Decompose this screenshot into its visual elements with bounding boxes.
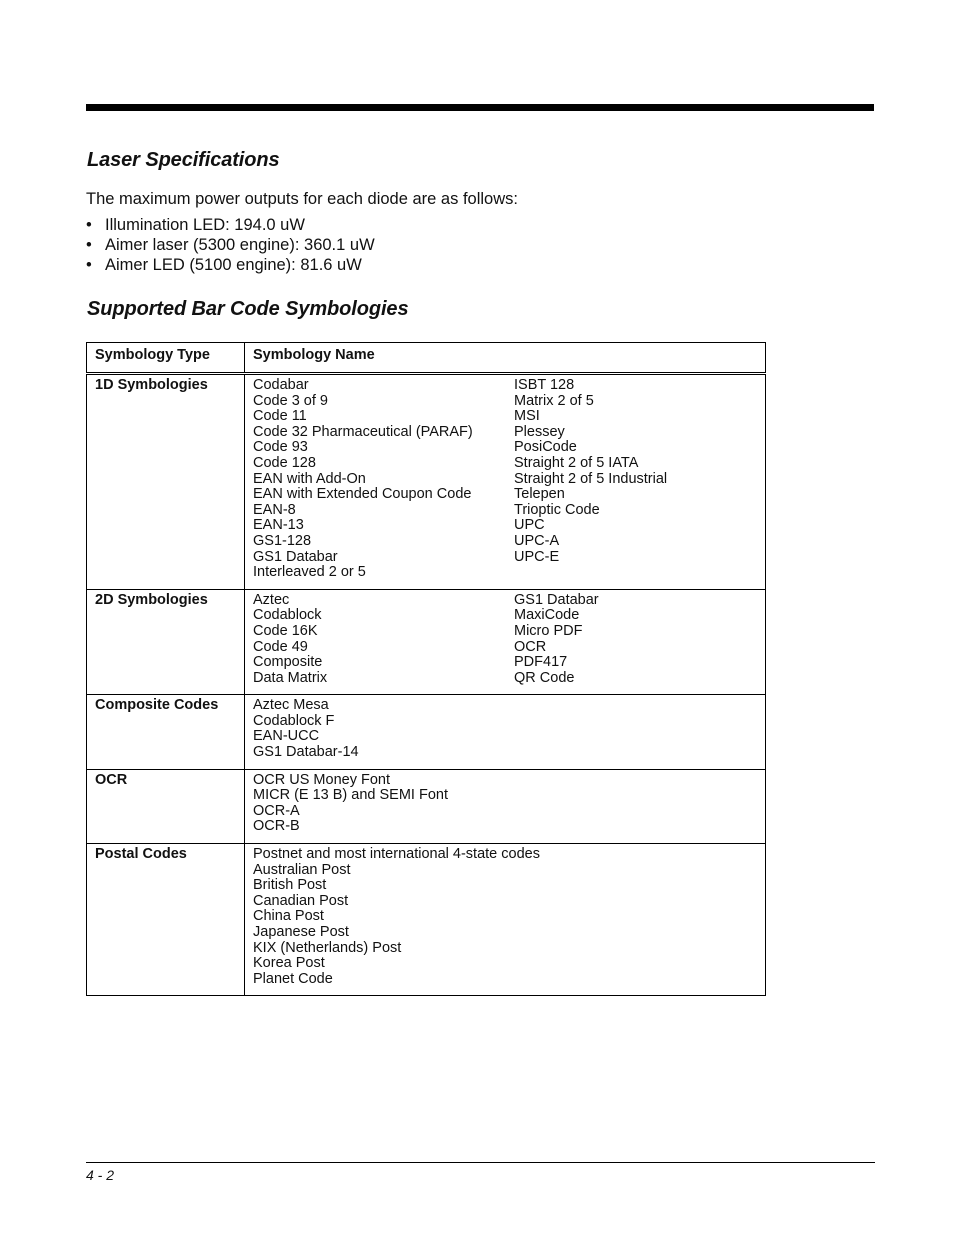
- table-header-row: [87, 343, 766, 374]
- symbology-name: Codablock: [253, 607, 322, 624]
- symbology-name: Aztec: [253, 591, 290, 608]
- symbology-name: GS1 Databar: [514, 591, 599, 608]
- symbology-name: China Post: [253, 908, 324, 925]
- symbology-name: QR Code: [514, 669, 575, 686]
- names-column-2: [514, 773, 757, 835]
- column-header-name: Symbology Name: [245, 343, 766, 374]
- table-row: [87, 589, 766, 695]
- page-number: 4 - 2: [86, 1167, 115, 1183]
- symbology-name: Code 16K: [253, 622, 318, 639]
- symbology-name: Postnet and most international 4-state codes: [253, 846, 540, 863]
- symbology-name: Australian Post: [253, 861, 351, 878]
- symbology-name: EAN-8: [253, 501, 296, 518]
- symbology-names-cell: [245, 769, 766, 843]
- names-column-1: [253, 773, 514, 835]
- symbology-name: Code 128: [253, 454, 316, 471]
- symbology-name: Japanese Post: [253, 924, 349, 940]
- symbology-names-cell: [245, 844, 766, 996]
- symbology-name: Code 49: [253, 638, 308, 655]
- symbology-name: UPC-A: [514, 532, 560, 549]
- table-row: [87, 374, 766, 590]
- names-column-1: [253, 698, 514, 760]
- symbology-type-cell: 1D Symbologies: [87, 374, 245, 590]
- symbology-name: ISBT 128: [514, 377, 575, 393]
- symbology-type-cell: Composite Codes: [87, 695, 245, 769]
- symbology-name: Plessey: [514, 423, 565, 440]
- symbology-name: Canadian Post: [253, 892, 349, 909]
- symbology-name: EAN-UCC: [253, 728, 320, 745]
- names-column-2: [514, 847, 757, 987]
- symbology-name: EAN with Add-On: [253, 470, 366, 487]
- symbology-name: Straight 2 of 5 Industrial: [514, 470, 668, 487]
- symbology-name: OCR: [514, 638, 547, 655]
- symbology-name: MaxiCode: [514, 607, 580, 624]
- symbology-name: Data Matrix: [253, 669, 328, 686]
- symbology-name: Straight 2 of 5 IATA: [514, 454, 639, 471]
- header-rule: [86, 104, 874, 111]
- symbology-name: EAN with Extended Coupon Code: [253, 486, 472, 503]
- symbology-name: Code 32 Pharmaceutical (PARAF): [253, 423, 473, 440]
- symbology-name: EAN-13: [253, 517, 304, 534]
- symbology-type-cell: Postal Codes: [87, 844, 245, 996]
- symbology-name: Trioptic Code: [514, 501, 600, 518]
- list-item: • Aimer LED (5100 engine): 81.6 uW: [86, 255, 375, 275]
- symbology-name: KIX (Netherlands) Post: [253, 939, 402, 956]
- symbology-names-cell: [245, 695, 766, 769]
- names-column-1: [253, 378, 514, 581]
- symbology-name: British Post: [253, 877, 327, 894]
- names-column-2: [514, 698, 757, 760]
- symbology-name: GS1 Databar-14: [253, 744, 359, 761]
- table-row: [87, 844, 766, 996]
- laser-intro-text: The maximum power outputs for each diode are as follows:: [86, 190, 518, 208]
- laser-power-list: [86, 215, 375, 275]
- symbology-name: Telepen: [514, 486, 565, 503]
- symbology-name: GS1-128: [253, 532, 312, 549]
- symbology-name: Interleaved 2 or 5: [253, 564, 366, 581]
- symbology-name: OCR-A: [253, 802, 300, 819]
- names-column-2: [514, 378, 757, 581]
- table-row: [87, 695, 766, 769]
- symbology-name: MSI: [514, 408, 540, 425]
- symbology-name: OCR US Money Font: [253, 771, 390, 788]
- symbology-name: PDF417: [514, 654, 568, 671]
- symbology-name: GS1 Databar: [253, 548, 338, 565]
- symbology-name: Matrix 2 of 5: [514, 392, 594, 409]
- column-header-type: Symbology Type: [87, 343, 245, 374]
- symbology-name: Codabar: [253, 377, 309, 393]
- symbology-name: OCR-B: [253, 818, 300, 835]
- symbology-name: PosiCode: [514, 439, 577, 456]
- names-column-1: [253, 593, 514, 687]
- symbology-name: Aztec Mesa: [253, 697, 329, 714]
- symbologies-heading: Supported Bar Code Symbologies: [87, 298, 409, 320]
- symbologies-table: [86, 342, 766, 996]
- symbology-names-cell: [245, 589, 766, 695]
- symbology-name: UPC: [514, 517, 545, 534]
- list-item: • Aimer laser (5300 engine): 360.1 uW: [86, 235, 375, 255]
- footer-rule: [86, 1162, 875, 1163]
- symbology-name: Composite: [253, 654, 323, 671]
- symbology-name: Korea Post: [253, 955, 325, 972]
- symbology-names-cell: [245, 374, 766, 590]
- laser-specifications-heading: Laser Specifications: [87, 149, 280, 171]
- symbology-type-cell: OCR: [87, 769, 245, 843]
- names-column-2: [514, 593, 757, 687]
- symbology-name: MICR (E 13 B) and SEMI Font: [253, 787, 449, 804]
- symbology-name: Codablock F: [253, 712, 335, 729]
- names-column-1: [253, 846, 540, 987]
- symbology-name: UPC-E: [514, 548, 560, 565]
- table-row: [87, 769, 766, 843]
- symbology-name: Micro PDF: [514, 622, 583, 639]
- symbology-type-cell: 2D Symbologies: [87, 589, 245, 695]
- symbology-name: Code 3 of 9: [253, 392, 328, 409]
- symbology-name: Code 11: [253, 408, 307, 425]
- list-item: • Illumination LED: 194.0 uW: [86, 215, 375, 235]
- symbology-name: Planet Code: [253, 970, 333, 987]
- symbology-name: Code 93: [253, 439, 308, 456]
